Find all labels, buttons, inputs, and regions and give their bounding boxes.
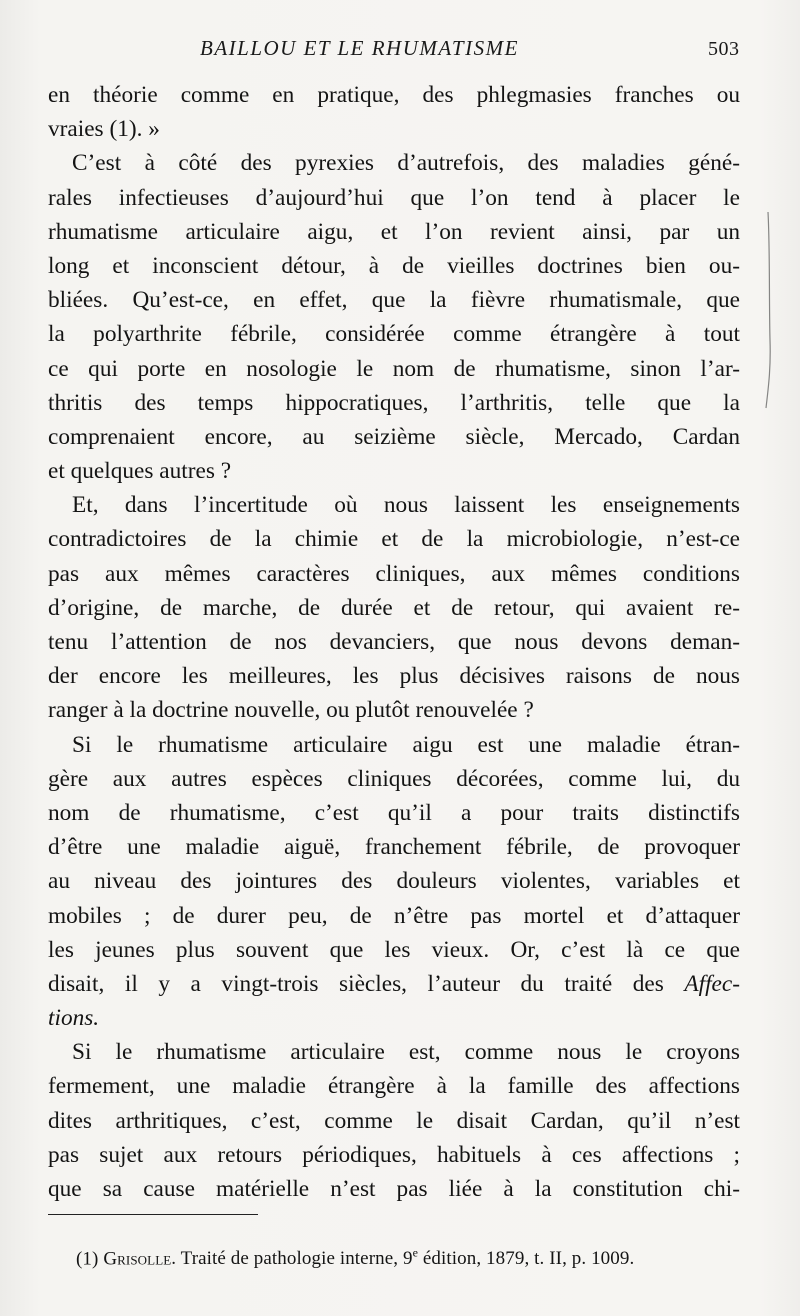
text-line: [48, 488, 740, 522]
line-text: Si le rhumatisme articulaire est, comme nous le croyons: [72, 1039, 740, 1066]
line-text: mobiles ; de durer peu, de n’être pas mortel et d’attaquer: [48, 902, 740, 929]
line-text: pas sujet aux retours périodiques, habituels à ces affections ;: [48, 1141, 740, 1168]
line-text: rhumatisme articulaire aigu, et l’on revient ainsi, par un: [48, 218, 740, 245]
line-text: vraies (1). »: [48, 116, 160, 143]
line-text: bliées. Qu’est-ce, en effet, que la fièvre rhumatismale, que: [48, 287, 740, 314]
text-line: [48, 1172, 740, 1206]
text-line: [48, 454, 740, 488]
text-line: [48, 864, 740, 898]
line-text: contradictoires de la chimie et de la microbiologie, n’est-ce: [48, 526, 740, 553]
line-text: Si le rhumatisme articulaire aigu est une maladie étran-: [72, 731, 740, 758]
page-number: 503: [708, 38, 740, 60]
text-line: [48, 283, 740, 317]
text-line: [48, 728, 740, 762]
text-line: [48, 625, 740, 659]
text-line: [48, 1035, 740, 1069]
footnote-rule: [48, 1214, 258, 1215]
line-text: fermement, une maladie étrangère à la famille des affections: [48, 1073, 740, 1100]
line-text: d’origine, de marche, de durée et de retour, qui avaient re-: [48, 594, 740, 621]
text-line: [48, 352, 740, 386]
text-line: [48, 1069, 740, 1103]
text-line: [48, 1104, 740, 1138]
line-text: ce qui porte en nosologie le nom de rhumatisme, sinon l’ar-: [48, 355, 740, 382]
line-text: gère aux autres espèces cliniques décorées, comme lui, du: [48, 765, 740, 792]
text-line: [48, 181, 740, 215]
text-line: [48, 249, 740, 283]
line-text: thritis des temps hippocratiques, l’arthritis, telle que la: [48, 389, 740, 416]
text-line: disait, il y a vingt-trois siècles, l’auteur du traité des Affec-: [48, 970, 740, 997]
text-line: [48, 591, 740, 625]
text-line: [48, 557, 740, 591]
line-text: ranger à la doctrine nouvelle, ou plutôt renouvelée ?: [48, 697, 534, 724]
text-line: [48, 215, 740, 249]
margin-pencil-mark: [764, 210, 788, 410]
text-line: [48, 522, 740, 556]
line-text: d’être une maladie aiguë, franchement fébrile, de provoquer: [48, 834, 740, 861]
text-line: [48, 386, 740, 420]
footnote-text: . Traité de pathologie interne, 9e édition, 1879, t. II, p. 1009.: [171, 1246, 635, 1270]
text-line: [48, 78, 740, 112]
text-line: [48, 317, 740, 351]
running-head: BAILLOU ET LE RHUMATISME: [200, 36, 519, 60]
text-line: [48, 112, 740, 146]
line-text: comprenaient encore, au seizième siècle, Mercado, Cardan: [48, 423, 740, 450]
text-line: [48, 1138, 740, 1172]
line-text: au niveau des jointures des douleurs violentes, variables et: [48, 868, 740, 895]
footnote-marker: (1): [76, 1248, 99, 1270]
line-text: les jeunes plus souvent que les vieux. Or, c’est là ce que: [48, 936, 740, 963]
line-text: la polyarthrite fébrile, considérée comme étrangère à tout: [48, 321, 740, 348]
line-text: nom de rhumatisme, c’est qu’il a pour traits distinctifs: [48, 799, 740, 826]
line-text: pas aux mêmes caractères cliniques, aux mêmes conditions: [48, 560, 740, 587]
text-line: [48, 146, 740, 180]
footnote-author: Grisolle: [103, 1248, 172, 1270]
text-line: [48, 1001, 740, 1035]
line-text: C’est à côté des pyrexies d’autrefois, des maladies géné-: [72, 150, 740, 177]
text-line: [48, 933, 740, 967]
text-line: [48, 693, 740, 727]
line-text: tenu l’attention de nos devanciers, que nous devons deman-: [48, 629, 740, 655]
line-text: long et inconscient détour, à de vieilles doctrines bien ou-: [48, 252, 740, 279]
line-text: et quelques autres ?: [48, 458, 232, 485]
line-text: rales infectieuses d’aujourd’hui que l’on tend à placer le: [48, 184, 740, 211]
line-text: der encore les meilleures, les plus décisives raisons de nous: [48, 663, 740, 690]
line-text: en théorie comme en pratique, des phlegmasies franches ou: [48, 82, 740, 108]
line-text: dites arthritiques, c’est, comme le disait Cardan, qu’il n’est: [48, 1107, 740, 1134]
text-line: [48, 420, 740, 454]
text-line: [48, 659, 740, 693]
line-text: tions.: [48, 1005, 100, 1032]
text-line: [48, 830, 740, 864]
line-text: que sa cause matérielle n’est pas liée à la constitution chi-: [48, 1176, 740, 1202]
text-line: [48, 796, 740, 830]
text-line: [48, 762, 740, 796]
text-line: [48, 899, 740, 933]
line-text: Et, dans l’incertitude où nous laissent les enseignements: [72, 492, 740, 519]
body-text: [48, 78, 740, 1206]
footnote: [76, 1246, 634, 1270]
